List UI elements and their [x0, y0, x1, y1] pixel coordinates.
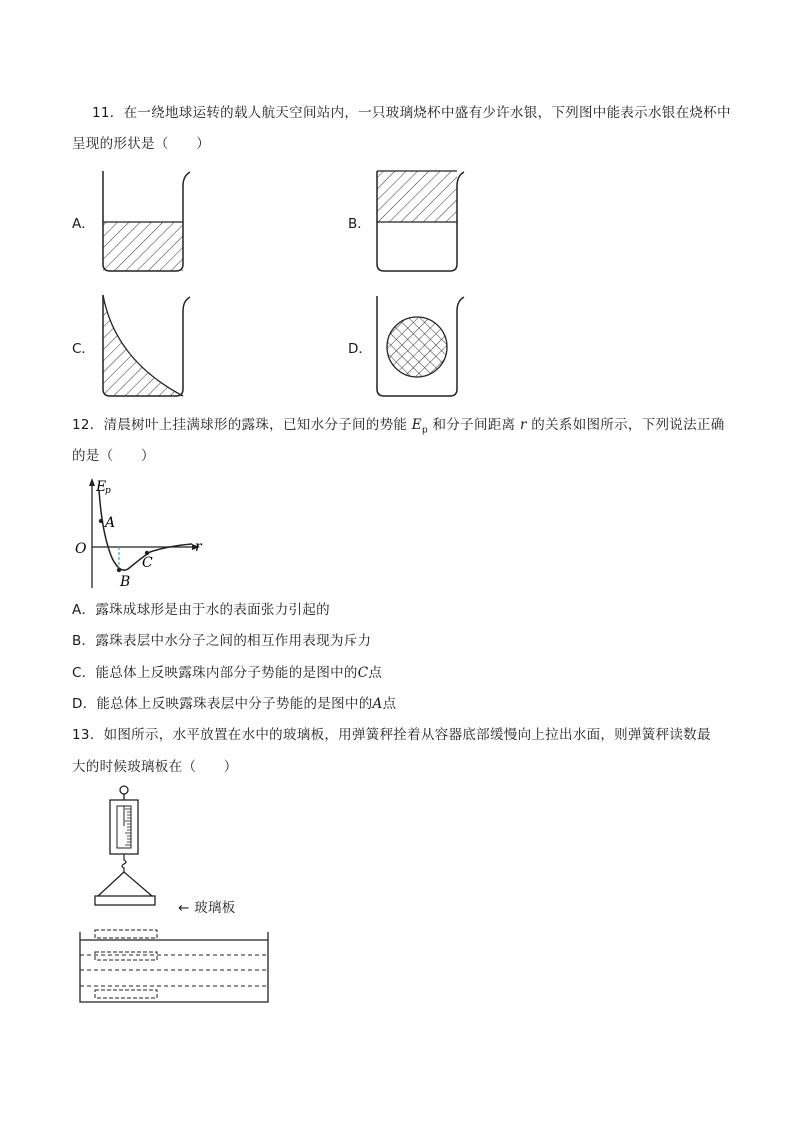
q12-option-d-text: D．能总体上反映露珠表层中分子势能的是图中的 — [72, 696, 373, 712]
graph-x-label: r — [195, 539, 202, 555]
q11-beaker-figures — [0, 0, 794, 420]
q11-option-c-label: C． — [72, 341, 95, 357]
graph-y-label-sub: p — [105, 486, 111, 496]
q12-option-c-var: C — [357, 665, 369, 681]
q11-text-line2: 呈现的形状是（ ） — [72, 136, 210, 152]
beaker-b-mercury — [377, 171, 457, 222]
q13-text-line2: 大的时候玻璃板在（ ） — [72, 759, 238, 775]
beaker-a-figure — [103, 171, 190, 271]
water-container — [80, 932, 268, 1002]
q12-option-c — [72, 663, 382, 683]
graph-label-a: A — [105, 515, 116, 531]
q12-text-part1: 12．清晨树叶上挂满球形的露珠，已知水分子间的势能 — [72, 417, 412, 433]
beaker-a-mercury — [103, 222, 183, 271]
glass-plate-arrow-label: ← 玻璃板 — [178, 900, 236, 916]
graph-point-a — [99, 519, 103, 523]
beaker-c-figure — [103, 295, 190, 396]
graph-y-label: E — [96, 479, 107, 495]
q12-text-part2: 和分子间距离 — [427, 417, 520, 433]
q13-text-line1: 13．如图所示，水平放置在水中的玻璃板，用弹簧秤拴着从容器底部缓慢向上拉出水面，则弹簧秤读数最 — [72, 727, 711, 743]
q12-r-symbol: r — [519, 417, 527, 433]
beaker-c-mercury — [103, 295, 183, 396]
q12-ep-subscript: p — [421, 425, 428, 436]
q12-option-d-var: A — [372, 696, 383, 712]
string-left — [98, 872, 124, 896]
q13-spring-scale-figure — [70, 782, 330, 1012]
q11-text-line1: 11．在一绕地球运转的载人航天空间站内，一只玻璃烧杯中盛有少许水银，下列图中能表示水银在烧杯中 — [92, 105, 731, 121]
graph-point-b — [117, 568, 121, 572]
q11-option-a-label: A． — [72, 216, 95, 232]
q12-text-line1 — [72, 415, 725, 441]
q12-option-d-suffix: 点 — [382, 696, 397, 712]
q12-option-c-suffix: 点 — [368, 665, 383, 681]
graph-label-c: C — [142, 555, 153, 571]
spring-scale-ring — [120, 786, 128, 794]
string-right — [124, 872, 152, 896]
q12-option-a: A．露珠成球形是由于水的表面张力引起的 — [72, 602, 330, 618]
q12-text-part3: 的关系如图所示，下列说法正确 — [526, 417, 725, 433]
graph-label-b: B — [120, 574, 131, 590]
q11-option-b-label: B． — [348, 216, 371, 232]
q12-option-d — [72, 694, 396, 714]
q12-text-line2: 的是（ ） — [72, 448, 155, 464]
glass-plate — [95, 896, 155, 905]
q12-option-b: B．露珠表层中水分子之间的相互作用表现为斥力 — [72, 633, 372, 649]
beaker-b-figure — [377, 171, 464, 271]
q11-option-d-label: D． — [348, 341, 372, 357]
q12-ep-symbol: E — [411, 417, 422, 433]
beaker-d-figure — [377, 296, 464, 396]
water-lines-dashed — [80, 955, 268, 986]
q12-potential-energy-graph — [70, 474, 210, 594]
q12-option-c-text: C．能总体上反映露珠内部分子势能的是图中的 — [72, 665, 358, 681]
graph-origin-label: O — [75, 541, 87, 557]
graph-y-arrow — [89, 478, 95, 486]
spring-scale-hook — [122, 854, 126, 872]
